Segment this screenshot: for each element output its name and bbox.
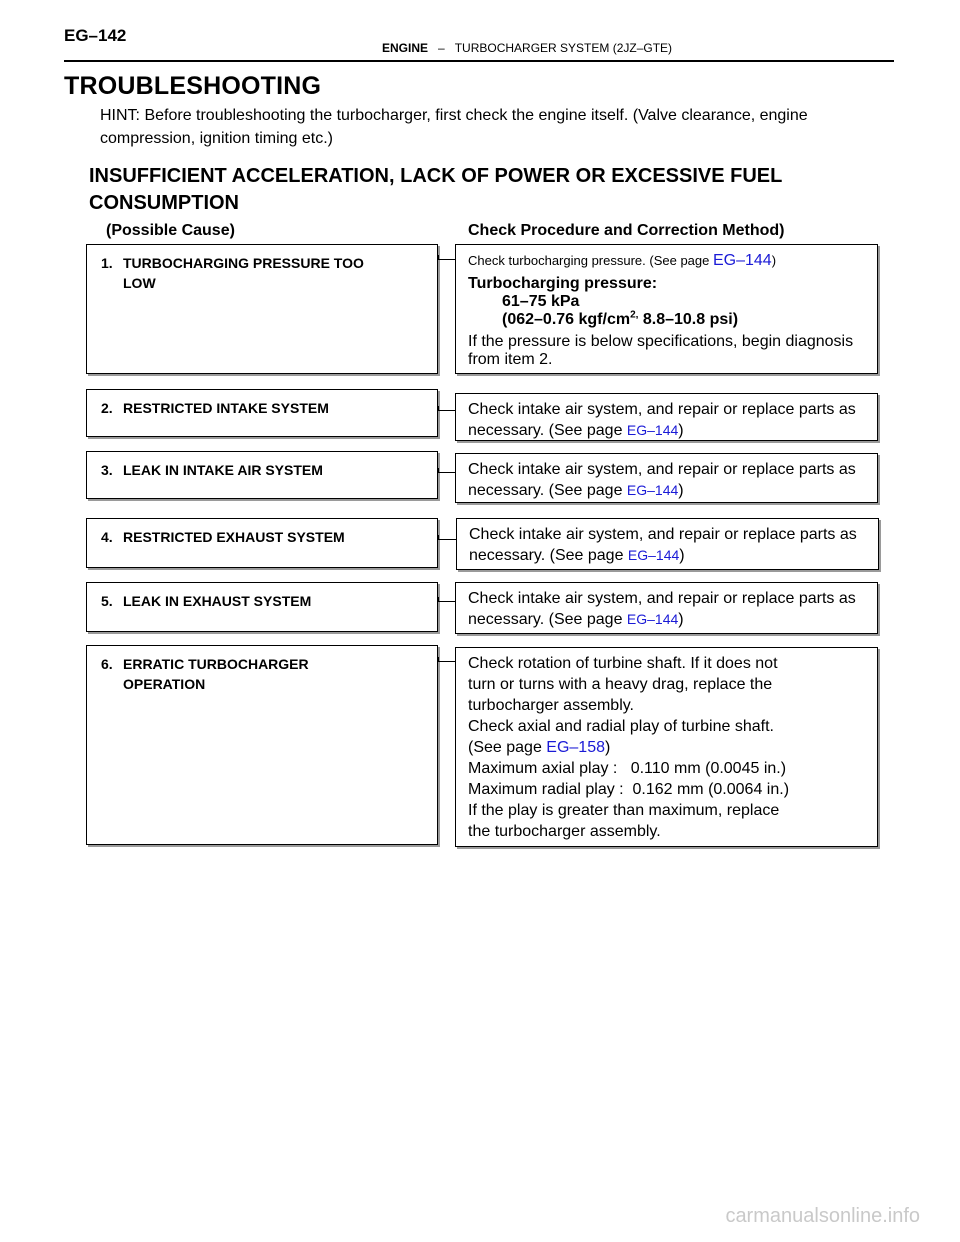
cause-number: 4. [101,529,113,545]
page-reference-link[interactable]: EG–144 [626,422,679,438]
spec-value-kgf: (062–0.76 kgf/cm [502,311,631,328]
section-title: INSUFFICIENT ACCELERATION, LACK OF POWER OR EXCESSIVE FUEL CONSUMPTION [89,165,782,214]
spec-block [468,275,869,329]
column-heading-procedure: Check Procedure and Correction Method) [468,222,785,239]
page-number: EG–142 [64,26,127,45]
header-rule [64,60,894,62]
spec-value-alt [468,311,869,329]
procedure-line: the turbocharger assembly. [468,823,661,840]
procedure-text: Check turbocharging pressure. (See page [468,253,713,268]
cause-text: RESTRICTED EXHAUST SYSTEM [123,529,345,545]
connector-line [438,657,456,662]
procedure-box-5 [455,582,878,634]
spec-label: Turbocharging pressure: [468,275,658,292]
cause-text: ERRATIC TURBOCHARGER [123,656,309,672]
page-title: TROUBLESHOOTING [64,72,322,100]
procedure-box-2 [455,393,878,441]
connector-line [438,597,456,602]
connector-line [438,535,456,540]
header-section: ENGINE [382,41,429,55]
procedure-note: If the pressure is below specifications, begin diagnosis from item 2. [468,333,854,368]
cause-text: RESTRICTED INTAKE SYSTEM [123,400,329,416]
cause-text-continued: OPERATION [123,676,206,692]
cause-box-6 [86,645,438,845]
procedure-text-end: ) [771,253,777,268]
cause-text: LEAK IN EXHAUST SYSTEM [123,593,312,609]
cause-text: TURBOCHARGING PRESSURE TOO [123,255,364,271]
procedure-text-end: ) [605,739,611,756]
procedure-text: Check intake air system, and repair or replace parts as necessary. (See page [468,461,856,499]
spec-value-psi: 8.8–10.8 psi) [638,311,739,328]
procedure-text-end: ) [678,422,684,439]
cause-text-continued: LOW [123,275,156,291]
procedure-line: turbocharger assembly. [468,697,634,714]
cause-text: LEAK IN INTAKE AIR SYSTEM [123,462,323,478]
max-axial-play: Maximum axial play : 0.110 mm (0.0045 in.) [468,760,787,777]
page-reference-link[interactable]: EG–144 [626,482,679,498]
max-radial-play: Maximum radial play : 0.162 mm (0.0064 in.) [468,781,790,798]
cause-number: 5. [101,593,113,609]
procedure-text: Check intake air system, and repair or replace parts as necessary. (See page [469,526,857,564]
procedure-text: Check intake air system, and repair or replace parts as necessary. (See page [468,590,856,628]
spec-value-kpa: 61–75 kPa [502,293,580,310]
watermark: carmanualsonline.info [725,1205,920,1227]
page-reference-link[interactable]: EG–144 [627,547,680,563]
column-heading-cause: (Possible Cause) [106,222,235,239]
procedure-line: Check axial and radial play of turbine shaft. [468,718,774,735]
procedure-line-reference [468,737,869,758]
cause-box-4 [86,518,438,568]
page-reference-link[interactable]: EG–144 [712,252,772,269]
connector-line [438,406,456,411]
cause-number: 1. [101,255,113,271]
procedure-line: turn or turns with a heavy drag, replace the [468,676,773,693]
procedure-text: (See page [468,739,547,756]
cause-number: 6. [101,656,113,672]
cause-box-5 [86,582,438,632]
hint-text: HINT: Before troubleshooting the turbocharger, first check the engine itself. (Valve clearance, engine compression, ignition timing etc.) [100,107,808,147]
procedure-box-6 [455,647,878,847]
procedure-box-1 [455,244,878,374]
procedure-line: Check rotation of turbine shaft. If it does not [468,655,778,672]
procedure-text: Check intake air system, and repair or replace parts as necessary. (See page [468,401,856,439]
cause-box-1 [86,244,438,374]
page-reference-link[interactable]: EG–158 [546,739,605,756]
procedure-box-4 [456,518,879,570]
running-header [382,41,672,55]
cause-box-3 [86,451,438,499]
header-separator: – [438,41,445,55]
header-subsection: TURBOCHARGER SYSTEM (2JZ–GTE) [454,41,673,55]
connector-line [438,468,456,473]
spec-superscript: 2, [630,309,639,321]
procedure-text-end: ) [679,547,685,564]
page-reference-link[interactable]: EG–144 [626,611,679,627]
cause-number: 2. [101,400,113,416]
cause-box-2 [86,389,438,437]
connector-line [438,255,456,260]
procedure-text-end: ) [678,611,684,628]
procedure-box-3 [455,453,878,503]
procedure-text-end: ) [678,482,684,499]
cause-number: 3. [101,462,113,478]
procedure-line: If the play is greater than maximum, replace [468,802,780,819]
